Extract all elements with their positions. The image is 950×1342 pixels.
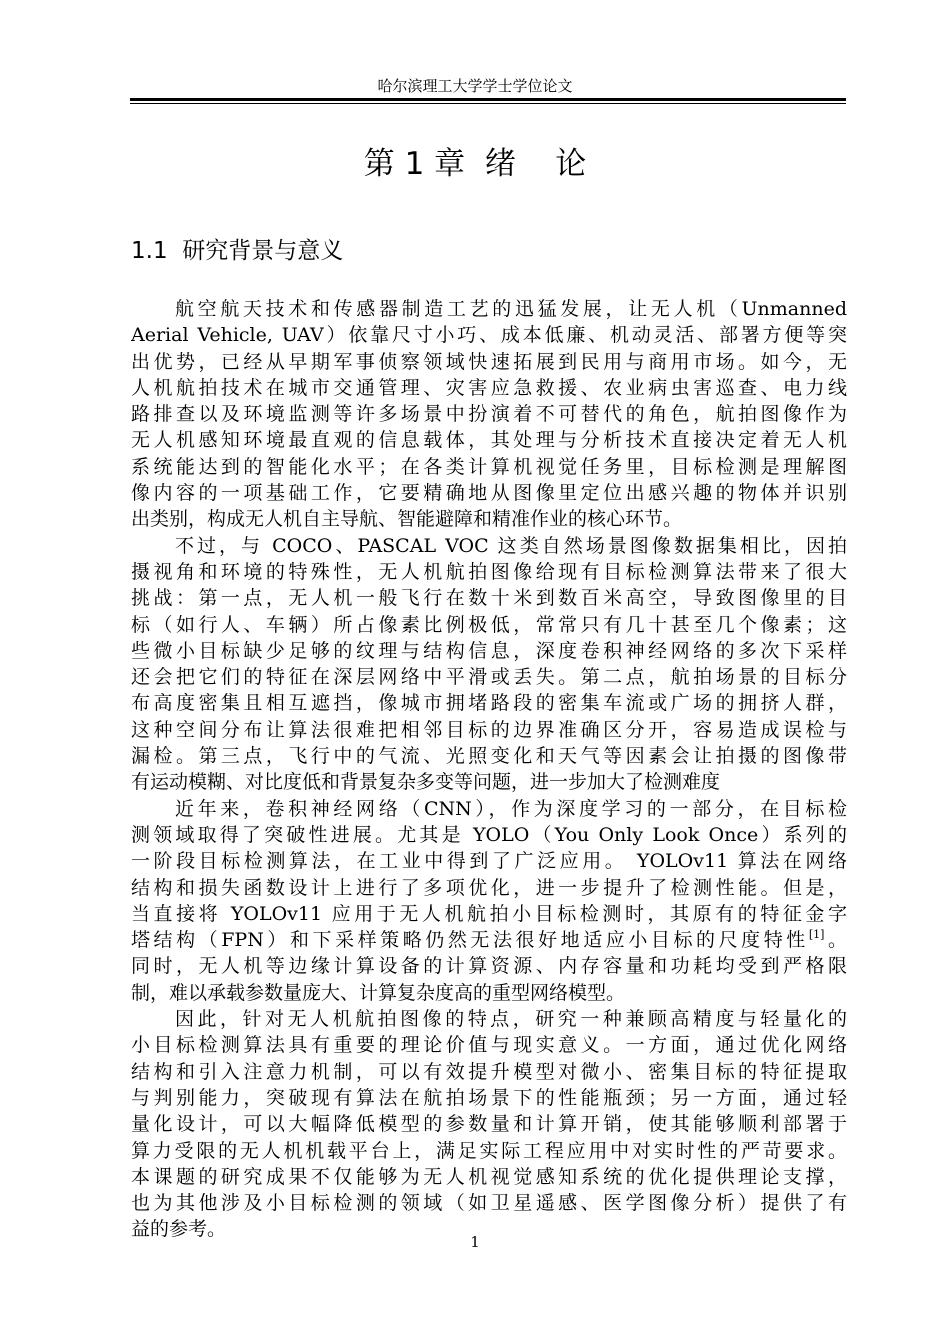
text-line bbox=[131, 1138, 847, 1164]
text-line bbox=[131, 1006, 847, 1032]
line-text: 近年来，卷积神经网络（CNN），作为深度学习的一部分，在目标检 bbox=[175, 797, 847, 820]
chapter-title: 第 1 章 绪 论 bbox=[363, 146, 587, 182]
body-text bbox=[131, 296, 847, 1243]
line-text: 量化设计，可以大幅降低模型的参数量和计算开销，使其能够顺利部署于 bbox=[131, 1113, 847, 1136]
text-line bbox=[131, 743, 847, 769]
line-text: 漏检。第三点，飞行中的气流、光照变化和天气等因素会让拍摄的图像带 bbox=[131, 745, 847, 768]
line-text: 塔结构（FPN）和下采样策略仍然无法很好地适应小目标的尺度特性 bbox=[131, 929, 809, 952]
text-line bbox=[131, 927, 847, 953]
line-text: 当直接将 YOLOv11 应用于无人机航拍小目标检测时，其原有的特征金字 bbox=[131, 902, 847, 925]
line-text: 路排查以及环境监测等许多场景中扮演着不可替代的角色，航拍图像作为 bbox=[131, 403, 847, 426]
text-line bbox=[131, 664, 847, 690]
text-line bbox=[131, 848, 847, 874]
text-line bbox=[131, 401, 847, 427]
running-header-title: 哈尔滨理工大学学士学位论文 bbox=[377, 77, 573, 95]
line-text: 还会把它们的特征在深层网络中平滑或丢失。第二点，航拍场景的目标分 bbox=[131, 666, 847, 689]
text-line bbox=[131, 296, 847, 322]
line-text: 出类别，构成无人机自主导航、智能避障和精准作业的核心环节。 bbox=[131, 508, 683, 531]
text-line bbox=[131, 875, 847, 901]
paragraph bbox=[131, 533, 847, 796]
text-line bbox=[131, 717, 847, 743]
line-text: 同时，无人机等边缘计算设备的计算资源、内存容量和功耗均受到严格限 bbox=[131, 955, 847, 978]
line-text: 制，难以承载参数量庞大、计算复杂度高的重型网络模型。 bbox=[131, 981, 626, 1004]
line-text: 一阶段目标检测算法，在工业中得到了广泛应用。 YOLOv11 算法在网络 bbox=[131, 850, 847, 873]
line-text: 益的参考。 bbox=[131, 1218, 227, 1241]
citation-marker: [1] bbox=[808, 928, 825, 942]
header-rule-thin bbox=[130, 103, 846, 104]
line-text: 航空航天技术和传感器制造工艺的迅猛发展，让无人机（Unmanned bbox=[175, 298, 847, 320]
line-text: 结构和损失函数设计上进行了多项优化，进一步提升了检测性能。但是， bbox=[131, 876, 847, 899]
paragraph bbox=[131, 1006, 847, 1243]
line-text: 与判别能力，突破现有算法在航拍场景下的性能瓶颈；另一方面，通过轻 bbox=[131, 1086, 847, 1109]
text-line bbox=[131, 690, 847, 716]
line-text: 这种空间分布让算法很难把相邻目标的边界准确区分开，容易造成误检与 bbox=[131, 718, 847, 741]
line-text: 些微小目标缺少足够的纹理与结构信息，深度卷积神经网络的多次下采样 bbox=[131, 639, 847, 662]
text-line bbox=[131, 612, 847, 638]
text-line bbox=[131, 1059, 847, 1085]
line-text: 结构和引入注意力机制，可以有效提升模型对微小、密集目标的特征提取 bbox=[131, 1060, 847, 1083]
text-line bbox=[131, 953, 847, 979]
header-rule-thick bbox=[130, 98, 846, 101]
text-line bbox=[131, 1111, 847, 1137]
text-line bbox=[131, 375, 847, 401]
text-line bbox=[131, 533, 847, 559]
text-line bbox=[131, 638, 847, 664]
line-text: 标（如行人、车辆）所占像素比例极低，常常只有几十甚至几个像素；这 bbox=[131, 613, 847, 636]
text-line bbox=[131, 349, 847, 375]
line-text: 算力受限的无人机机载平台上，满足实际工程应用中对实时性的严苛要求。 bbox=[131, 1139, 847, 1162]
line-text: 也为其他涉及小目标检测的领域（如卫星遥感、医学图像分析）提供了有 bbox=[131, 1192, 847, 1215]
text-line bbox=[131, 1164, 847, 1190]
text-line bbox=[131, 980, 847, 1006]
line-text: 像内容的一项基础工作，它要精确地从图像里定位出感兴趣的物体并识别 bbox=[131, 482, 847, 505]
line-text: 系统能达到的智能化水平；在各类计算机视觉任务里，目标检测是理解图 bbox=[131, 455, 847, 478]
text-line bbox=[131, 454, 847, 480]
section-title: 1.1 研究背景与意义 bbox=[131, 238, 344, 264]
line-text: 挑战：第一点，无人机一般飞行在数十米到数百米高空，导致图像里的目 bbox=[131, 587, 847, 610]
line-text: 有运动模糊、对比度低和背景复杂多变等问题，进一步加大了检测难度 bbox=[131, 771, 721, 794]
line-text: 人机航拍技术在城市交通管理、灾害应急救援、农业病虫害巡查、电力线 bbox=[131, 376, 847, 399]
line-text: 无人机感知环境最直观的信息载体，其处理与分析技术直接决定着无人机 bbox=[131, 429, 847, 452]
text-line bbox=[131, 480, 847, 506]
citation-tail: 。 bbox=[824, 929, 847, 952]
line-text: Aerial Vehicle, UAV）依靠尺寸小巧、成本低廉、机动灵活、部署方便等突 bbox=[131, 324, 847, 347]
line-text: 因此，针对无人机航拍图像的特点，研究一种兼顾高精度与轻量化的 bbox=[175, 1008, 847, 1031]
paragraph bbox=[131, 796, 847, 1006]
text-line bbox=[131, 322, 847, 348]
paragraph bbox=[131, 296, 847, 533]
text-line bbox=[131, 769, 847, 795]
text-line bbox=[131, 822, 847, 848]
text-line bbox=[131, 796, 847, 822]
line-text: 出优势，已经从早期军事侦察领域快速拓展到民用与商用市场。如今，无 bbox=[131, 350, 847, 373]
line-text: 小目标检测算法具有重要的理论价值与现实意义。一方面，通过优化网络 bbox=[131, 1034, 847, 1057]
line-text: 不过，与 COCO、PASCAL VOC 这类自然场景图像数据集相比，因拍 bbox=[175, 534, 847, 557]
line-text: 布高度密集且相互遮挡，像城市拥堵路段的密集车流或广场的拥挤人群， bbox=[131, 692, 847, 715]
text-line bbox=[131, 585, 847, 611]
text-line bbox=[131, 427, 847, 453]
line-text: 测领域取得了突破性进展。尤其是 YOLO（You Only Look Once）系列的 bbox=[131, 823, 847, 846]
text-line bbox=[131, 901, 847, 927]
text-line bbox=[131, 1190, 847, 1216]
line-text: 摄视角和环境的特殊性，无人机航拍图像给现有目标检测算法带来了很大 bbox=[131, 560, 847, 583]
page-number: 1 bbox=[470, 1233, 480, 1251]
text-line bbox=[131, 506, 847, 532]
line-text: 本课题的研究成果不仅能够为无人机视觉感知系统的优化提供理论支撑， bbox=[131, 1165, 847, 1188]
text-line bbox=[131, 1085, 847, 1111]
text-line bbox=[131, 1032, 847, 1058]
text-line bbox=[131, 559, 847, 585]
